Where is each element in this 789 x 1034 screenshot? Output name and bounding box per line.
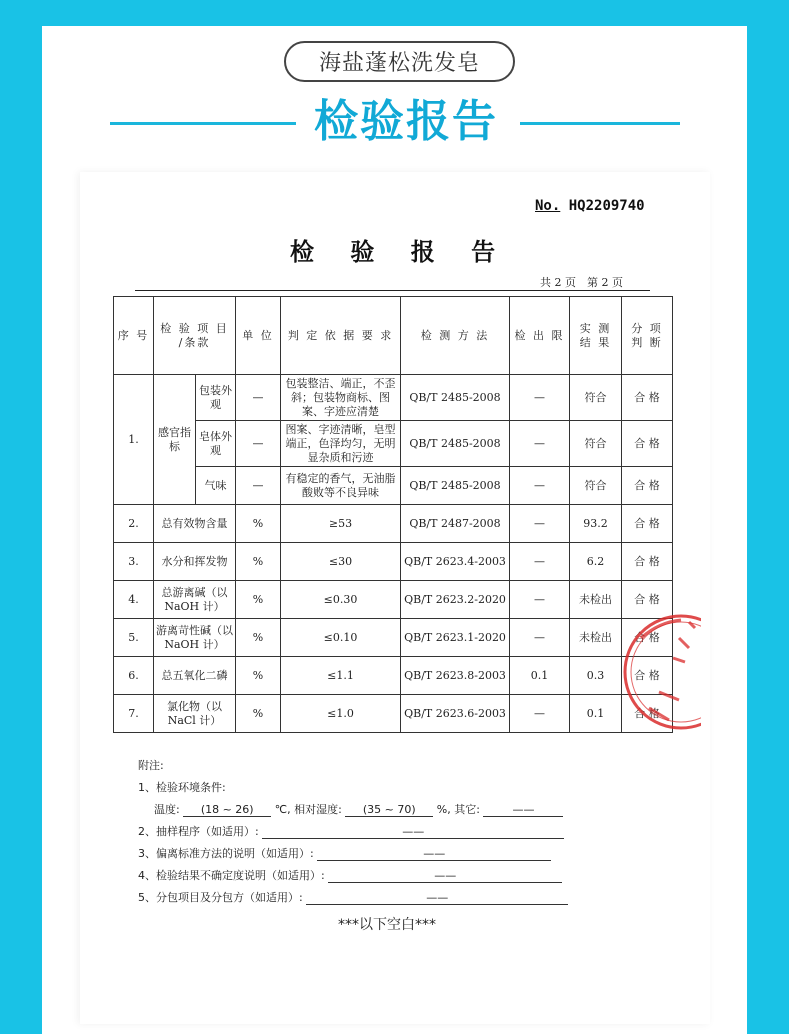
cell-seq: 7.: [114, 695, 154, 733]
cell-limit: —: [510, 375, 570, 421]
uncertainty-value: ——: [328, 869, 562, 883]
sampling-label: 2、抽样程序（如适用）:: [138, 825, 259, 838]
cell-verdict: 合 格: [622, 657, 673, 695]
cell-item: 氯化物（以 NaCl 计）: [154, 695, 236, 733]
header-seq: 序 号: [114, 297, 154, 375]
cell-method: QB/T 2485-2008: [401, 467, 510, 505]
subcontract-label: 5、分包项目及分包方（如适用）:: [138, 891, 303, 904]
cell-method: QB/T 2623.2-2020: [401, 581, 510, 619]
temp-label: 温度:: [154, 803, 180, 816]
cell-result: 6.2: [570, 543, 622, 581]
header-basis: 判 定 依 据 要 求: [281, 297, 401, 375]
table-row: [114, 695, 673, 733]
header-limit: 检 出 限: [510, 297, 570, 375]
notes-subcontract: [138, 889, 568, 905]
header-item: 检 验 项 目 /条款: [154, 297, 236, 375]
header-verdict: 分 项 判 断: [622, 297, 673, 375]
page-rule: [135, 290, 650, 291]
humidity-value: (35 ~ 70): [345, 803, 433, 817]
cell-seq: 2.: [114, 505, 154, 543]
cell-sub-item: 气味: [196, 467, 236, 505]
cell-verdict: 合 格: [622, 421, 673, 467]
cell-method: QB/T 2623.8-2003: [401, 657, 510, 695]
cell-limit: —: [510, 467, 570, 505]
deviation-value: ——: [317, 847, 551, 861]
cell-seq: 6.: [114, 657, 154, 695]
cell-result: 93.2: [570, 505, 622, 543]
cell-unit: %: [236, 543, 281, 581]
uncertainty-label: 4、检验结果不确定度说明（如适用）:: [138, 869, 325, 882]
table-header-row: [114, 297, 673, 375]
cell-unit: —: [236, 467, 281, 505]
cell-group: 感官指标: [154, 375, 196, 505]
cell-sub-item: 皂体外观: [196, 421, 236, 467]
notes-uncertainty: [138, 867, 562, 883]
cell-unit: %: [236, 581, 281, 619]
subcontract-value: ——: [306, 891, 568, 905]
cell-item: 游离苛性碱（以 NaOH 计）: [154, 619, 236, 657]
table-row: [114, 375, 673, 421]
cell-limit: —: [510, 695, 570, 733]
cell-verdict: 合 格: [622, 543, 673, 581]
table-row: [114, 467, 673, 505]
other-value: ——: [483, 803, 563, 817]
header-method: 检 测 方 法: [401, 297, 510, 375]
cell-basis: ≤0.10: [281, 619, 401, 657]
report-number: [535, 198, 645, 214]
cell-verdict: 合 格: [622, 505, 673, 543]
table-row: [114, 619, 673, 657]
cell-item: 总游离碱（以 NaOH 计）: [154, 581, 236, 619]
cell-basis: ≤1.1: [281, 657, 401, 695]
cell-method: QB/T 2623.1-2020: [401, 619, 510, 657]
cell-method: QB/T 2623.4-2003: [401, 543, 510, 581]
cell-basis: ≤1.0: [281, 695, 401, 733]
cell-result: 符合: [570, 421, 622, 467]
cell-unit: %: [236, 505, 281, 543]
cell-basis: 有稳定的香气，无油脂酸败等不良异味: [281, 467, 401, 505]
cell-method: QB/T 2623.6-2003: [401, 695, 510, 733]
cell-method: QB/T 2485-2008: [401, 375, 510, 421]
cell-seq: 4.: [114, 581, 154, 619]
notes-deviation: [138, 845, 551, 861]
cell-limit: —: [510, 543, 570, 581]
cell-result: 0.3: [570, 657, 622, 695]
inspection-table: [113, 296, 673, 733]
cell-sub-item: 包装外观: [196, 375, 236, 421]
product-name-badge: 海盐蓬松洗发皂: [284, 41, 515, 82]
table-row: [114, 505, 673, 543]
sampling-value: ——: [262, 825, 564, 839]
header-result: 实 测 结 果: [570, 297, 622, 375]
cell-limit: —: [510, 581, 570, 619]
cell-result: 0.1: [570, 695, 622, 733]
table-row: [114, 657, 673, 695]
cell-unit: %: [236, 657, 281, 695]
deviation-label: 3、偏离标准方法的说明（如适用）:: [138, 847, 314, 860]
cell-seq: 3.: [114, 543, 154, 581]
cell-limit: —: [510, 421, 570, 467]
cell-basis: 包装整洁、端正，不歪斜；包装物商标、图案、字迹应清楚: [281, 375, 401, 421]
report-number-value: HQ2209740: [568, 198, 645, 214]
notes-env-label: 1、检验环境条件:: [138, 781, 226, 794]
cell-verdict: 合 格: [622, 695, 673, 733]
cell-limit: 0.1: [510, 657, 570, 695]
cell-result: 符合: [570, 375, 622, 421]
cell-item: 总有效物含量: [154, 505, 236, 543]
cell-method: QB/T 2487-2008: [401, 505, 510, 543]
humidity-unit: %, 其它:: [436, 803, 480, 816]
cell-basis: ≤0.30: [281, 581, 401, 619]
cell-verdict: 合 格: [622, 375, 673, 421]
hero-divider-right: [520, 122, 680, 125]
notes-heading: 附注:: [138, 759, 164, 772]
temp-unit: ℃, 相对湿度:: [274, 803, 342, 816]
report-number-prefix: No.: [535, 198, 561, 214]
cell-verdict: 合 格: [622, 619, 673, 657]
table-row: [114, 581, 673, 619]
cell-method: QB/T 2485-2008: [401, 421, 510, 467]
cell-basis: ≤30: [281, 543, 401, 581]
cell-result: 未检出: [570, 619, 622, 657]
cell-limit: —: [510, 619, 570, 657]
cell-limit: —: [510, 505, 570, 543]
cell-unit: —: [236, 375, 281, 421]
hero-divider-left: [110, 122, 296, 125]
report-title: 检 验 报 告: [290, 237, 510, 266]
cell-result: 符合: [570, 467, 622, 505]
cell-verdict: 合 格: [622, 467, 673, 505]
table-row: [114, 543, 673, 581]
page-info: 共 2 页 第 2 页: [540, 276, 623, 289]
cell-unit: —: [236, 421, 281, 467]
table-row: [114, 421, 673, 467]
end-mark: ***以下空白***: [338, 917, 436, 933]
cell-item: 水分和挥发物: [154, 543, 236, 581]
cell-verdict: 合 格: [622, 581, 673, 619]
cell-unit: %: [236, 695, 281, 733]
header-unit: 单 位: [236, 297, 281, 375]
notes-env-conditions: [154, 801, 563, 817]
cell-seq: 1.: [114, 375, 154, 505]
cell-item: 总五氧化二磷: [154, 657, 236, 695]
cell-basis: ≥53: [281, 505, 401, 543]
temp-value: (18 ~ 26): [183, 803, 271, 817]
notes-sampling: [138, 823, 564, 839]
hero-title: 检验报告: [314, 96, 498, 147]
cell-result: 未检出: [570, 581, 622, 619]
cell-unit: %: [236, 619, 281, 657]
cell-seq: 5.: [114, 619, 154, 657]
cell-basis: 图案、字迹清晰，皂型端正，色泽均匀，无明显杂质和污迹: [281, 421, 401, 467]
